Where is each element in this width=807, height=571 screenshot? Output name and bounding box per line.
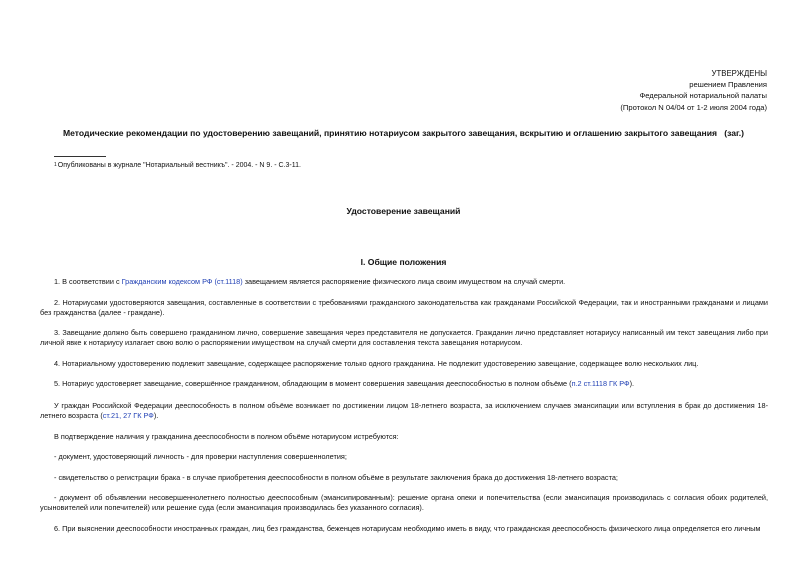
paragraph-11: 6. При выяснении дееспособности иностранных граждан, лиц без гражданства, беженцев нотариусам необходимо иметь в виду, что гражданская дееспособность физического лица определяется его личным: [54, 524, 761, 533]
chapter-heading: I. Общие положения: [360, 257, 447, 267]
approval-line: Федеральной нотариальной палаты: [639, 91, 767, 101]
paragraph-text: У граждан Российской Федерации дееспособность в полном объёме возникает по достижении лицом 18-летнего возраста, за исключением случаев эмансипации или вступления в брак до достижения 18-летнего возраста (: [40, 401, 768, 421]
paragraph-5: [40, 379, 768, 389]
title-suffix: (заг.): [724, 128, 744, 138]
approval-title: УТВЕРЖДЕНЫ: [711, 69, 767, 78]
paragraph-3: 3. Завещание должно быть совершено гражданином лично, совершение завещания через представителя не допускается. Гражданин лично представляет нотариусу написанный им текст завещания либо при личной явке к нотариусу излагает свою волю о распоряжении имуществом на случай смерти для составления текста завещания нотариусом.: [40, 328, 768, 348]
paragraph-text: ).: [629, 379, 635, 388]
paragraph-10: - документ об объявлении несовершеннолетнего полностью дееспособным (эмансипированным): решение органа опеки и попечительства (если эмансипация производилась с согласия обоих родителей, усыновителей или попечителей) или решение суда (если эмансипация производилась без указанного согласия).: [40, 493, 768, 513]
paragraph-1: [40, 277, 768, 287]
law-link[interactable]: ст.21, 27 ГК РФ: [102, 411, 154, 421]
document-title: [0, 128, 807, 138]
approval-line: (Протокол N 04/04 от 1-2 июля 2004 года): [620, 102, 767, 112]
approval-block: [620, 68, 767, 113]
paragraph-8: - документ, удостоверяющий личность - для проверки наступления совершеннолетия;: [54, 452, 347, 461]
footnote-text: Опубликованы в журнале "Нотариальный вестникъ". - 2004. - N 9. - С.3-11.: [57, 162, 301, 169]
paragraph-7: В подтверждение наличия у гражданина дееспособности в полном объёме нотариусом истребуются:: [54, 432, 399, 441]
paragraph-text: 1. В соответствии с: [54, 277, 122, 286]
footnote: [54, 162, 301, 169]
paragraph-4: 4. Нотариальному удостоверению подлежит завещание, содержащее распоряжение только одного гражданина. Не подлежит удостоверению завещание, содержащее волю нескольких лиц.: [54, 359, 699, 368]
paragraph-text: завещанием является распоряжение физического лица своим имуществом на случай смерти.: [242, 277, 566, 286]
footnote-divider: [54, 156, 106, 157]
document-title-text: Методические рекомендации по удостоверению завещаний, принятию нотариусом закрытого завещания, вскрытию и оглашению закрытого завещания: [62, 128, 718, 138]
law-link[interactable]: Гражданским кодексом РФ (ст.1118): [121, 277, 243, 286]
section-heading: Удостоверение завещаний: [346, 206, 461, 216]
paragraph-2: 2. Нотариусами удостоверяются завещания, составленные в соответствии с требованиями гражданского законодательства как гражданами Российской Федерации, так и иностранными гражданами и лицами без гражданства (далее - граждане).: [40, 298, 768, 318]
footnote-mark: 1: [54, 162, 57, 168]
approval-line: решением Правления: [689, 80, 767, 90]
paragraph-text: 5. Нотариус удостоверяет завещание, совершённое гражданином, обладающим в момент совершения завещания дееспособностью в полном объёме (: [54, 379, 572, 388]
paragraph-text: ).: [153, 411, 159, 421]
paragraph-9: - свидетельство о регистрации брака - в случае приобретения дееспособности в полном объёме в результате заключения брака до достижения 18-летнего возраста;: [54, 473, 618, 482]
law-link[interactable]: п.2 ст.1118 ГК РФ: [571, 379, 630, 388]
paragraph-6: [40, 401, 768, 422]
